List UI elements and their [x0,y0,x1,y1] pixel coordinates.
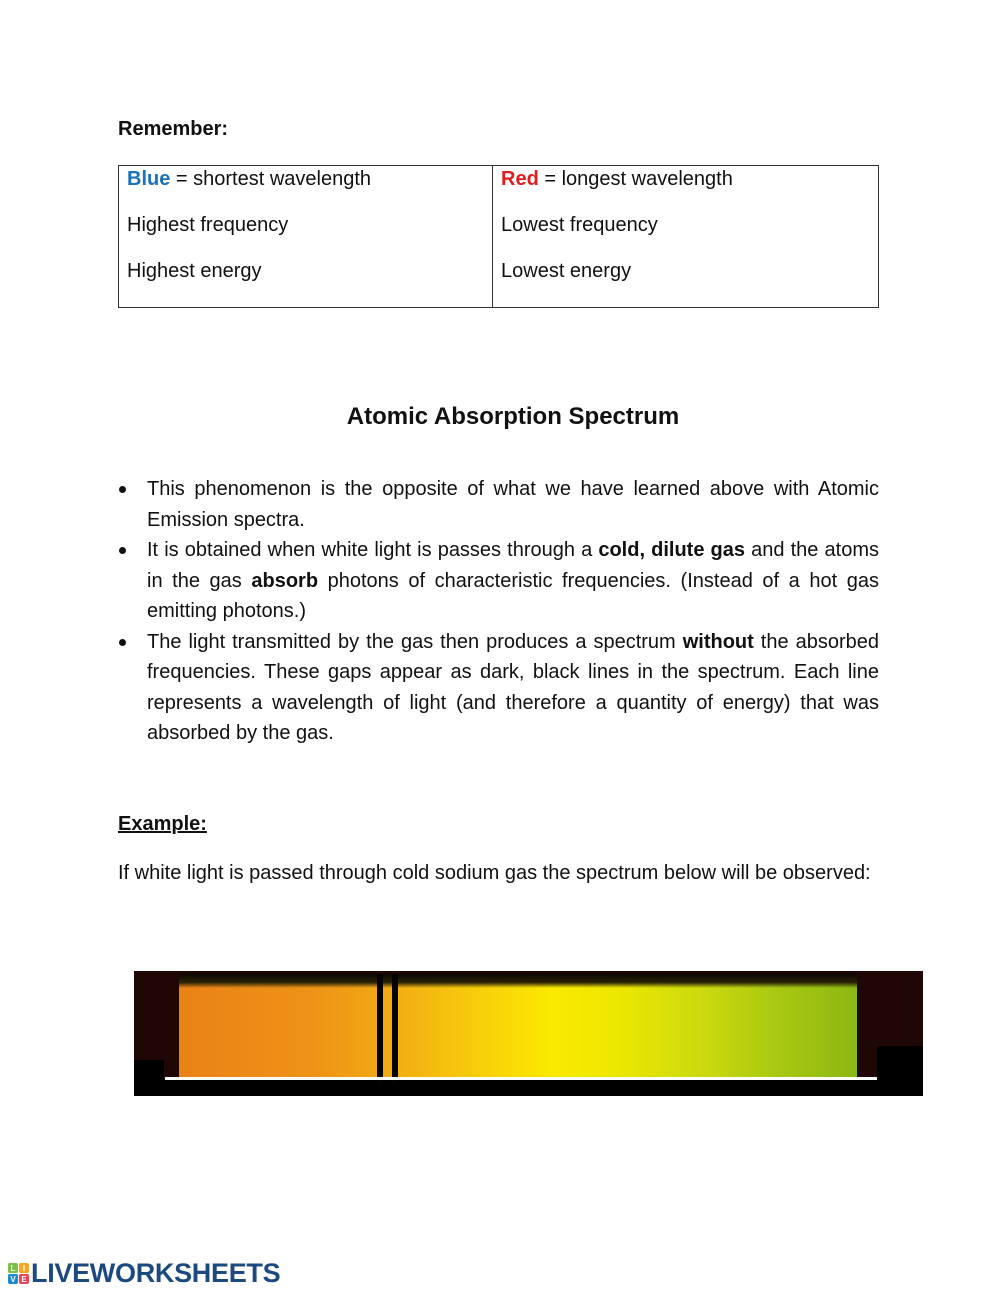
logo-tile: I [19,1263,29,1273]
bullet-item [118,474,879,535]
table-cell [501,168,870,191]
bold-term: cold, dilute gas [598,539,746,561]
remember-label: Remember: [118,118,229,140]
spectrum-frame [164,1080,877,1096]
blue-keyword: Blue [127,168,171,190]
bullet-icon [119,639,126,646]
spectrum-frame [134,1060,164,1096]
spectrum-frame [877,1046,923,1096]
table-column-blue [119,166,493,307]
table-cell: Highest frequency [127,214,289,236]
logo-tiles-icon [8,1263,29,1284]
bullet-item [118,535,879,627]
bold-term: without [682,630,754,653]
table-cell: Lowest frequency [501,214,658,236]
table-cell [127,168,484,191]
logo-tile: V [8,1274,18,1284]
logo-tile: E [19,1274,29,1284]
bullet-icon [119,547,126,554]
absorption-line [377,974,383,1084]
bullet-text: The light transmitted by the gas then produces a spectrum [147,630,683,653]
bold-term: absorb [251,569,319,592]
logo-tile: L [8,1263,18,1273]
bullet-text: This phenomenon is the opposite of what we have learned above with Atomic Emission spectra. [147,478,879,531]
cell-text: = shortest wavelength [170,168,372,190]
table-cell: Highest energy [127,260,262,282]
absorption-line [392,974,398,1084]
liveworksheets-logo [8,1258,280,1289]
spectrum-top-shade [179,974,857,988]
section-title: Atomic Absorption Spectrum [346,403,680,430]
table-column-red [493,166,878,307]
example-text: If white light is passed through cold sodium gas the spectrum below will be observed: [118,862,871,884]
logo-text: LIVEWORKSHEETS [31,1258,281,1288]
spectrum-color-band [179,981,857,1078]
bullet-list [118,474,879,749]
reference-table [118,165,879,308]
cell-text: = longest wavelength [538,168,733,190]
bullet-item [118,627,879,749]
bullet-text: It is obtained when white light is passes through a [147,539,599,561]
bullet-text: photons of characteristic frequencies. (Instead of a hot gas emitting photons.) [147,569,879,622]
table-cell: Lowest energy [501,260,632,282]
example-label: Example: [118,813,207,835]
spectrum-baseline [165,1077,877,1080]
bullet-text: the absorbed frequencies. These gaps appear as dark, black lines in the spectrum. Each line represents a wavelength of light (and therefore a quantity of energy) that was absorbed by the gas. [147,630,879,744]
red-keyword: Red [501,168,539,190]
bullet-text: and the atoms in the gas [147,539,879,592]
bullet-icon [119,486,126,493]
